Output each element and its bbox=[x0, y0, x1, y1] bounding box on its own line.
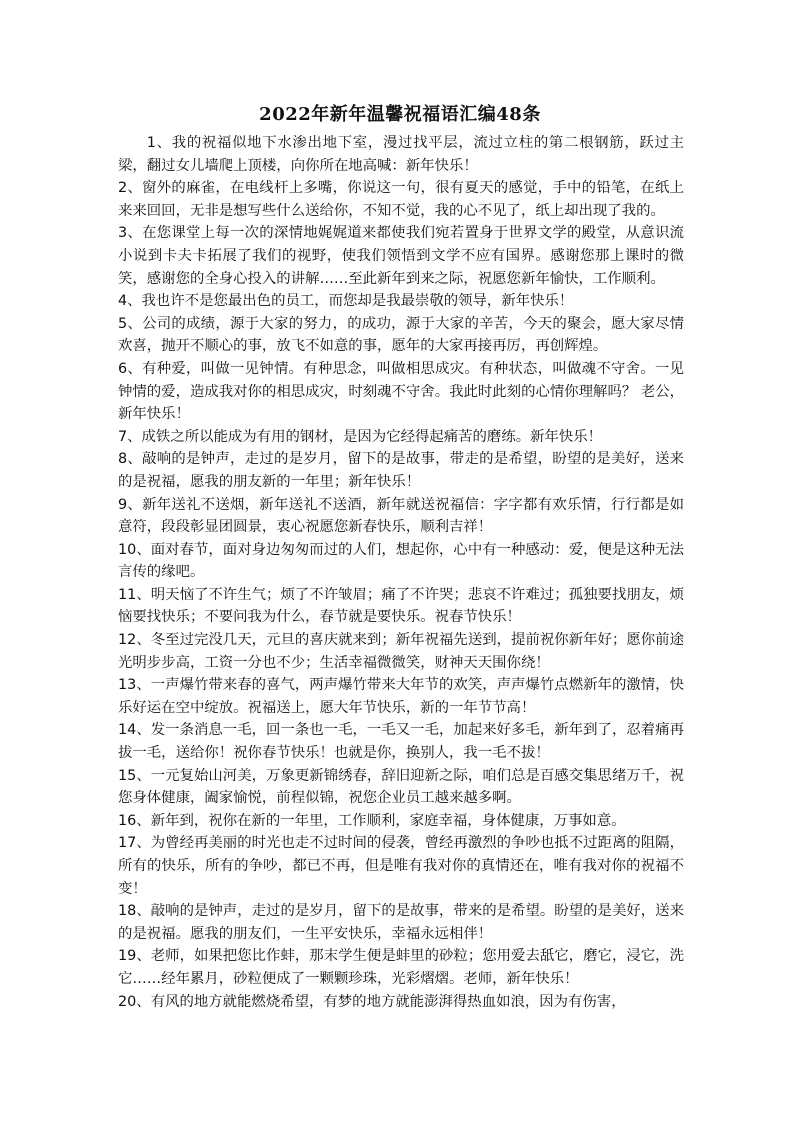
paragraph-2: 2、窗外的麻雀，在电线杆上多嘴，你说这一句，很有夏天的感觉，手中的铅笔，在纸上来来回回，无非是想写些什么送给你，不知不觉，我的心不见了，纸上却出现了我的。 bbox=[118, 180, 684, 219]
paragraph-8: 8、敲响的是钟声，走过的是岁月，留下的是故事，带走的是希望，盼望的是美好，送来的是祝福，愿我的朋友新的一年里；新年快乐！ bbox=[118, 451, 684, 490]
paragraph-7: 7、成铁之所以能成为有用的钢材，是因为它经得起痛苦的磨练。新年快乐！ bbox=[118, 428, 603, 445]
document-title: 2022年新年温馨祝福语汇编48条 bbox=[259, 104, 541, 125]
paragraph-15: 15、一元复始山河美，万象更新锦绣春，辞旧迎新之际，咱们总是百感交集思绪万千，祝您身体健康，阖家愉悦，前程似锦，祝您企业员工越来越多啊。 bbox=[118, 767, 684, 807]
document-body bbox=[118, 132, 684, 1013]
paragraph-19: 19、老师，如果把您比作蚌，那末学生便是蚌里的砂粒；您用爱去舐它，磨它，浸它，洗它……经年累月，砂粒便成了一颗颗珍珠，光彩熠熠。老师，新年快乐！ bbox=[118, 948, 684, 987]
paragraph-9: 9、新年送礼不送烟，新年送礼不送酒，新年就送祝福信：字字都有欢乐情，行行都是如意符，段段彰显团圆景，衷心祝愿您新春快乐，顺利吉祥！ bbox=[118, 496, 684, 536]
paragraph-17: 17、为曾经再美丽的时光也走不过时间的侵袭，曾经再激烈的争吵也抵不过距离的阻隔，所有的快乐，所有的争吵，都已不再，但是唯有我对你的真情还在，唯有我对你的祝福不变！ bbox=[118, 835, 684, 897]
paragraph-13: 13、一声爆竹带来春的喜气，两声爆竹带来大年节的欢笑，声声爆竹点燃新年的激情，快乐好运在空中绽放。祝福送上，愿大年节快乐，新的一年节节高！ bbox=[118, 677, 684, 716]
paragraph-18: 18、敲响的是钟声，走过的是岁月，留下的是故事，带来的是希望。盼望的是美好，送来的是祝福。愿我的朋友们，一生平安快乐，幸福永远相伴！ bbox=[118, 903, 684, 942]
paragraph-10: 10、面对春节，面对身边匆匆而过的人们，想起你，心中有一种感动：爱，便是这种无法言传的缘吧。 bbox=[118, 541, 684, 581]
paragraph-6: 6、有种爱，叫做一见钟情。有种思念，叫做相思成灾。有种状态，叫做魂不守舍。一见钟情的爱，造成我对你的相思成灾，时刻魂不守舍。我此时此刻的心情你理解吗？ 老公，新年快乐！ bbox=[118, 360, 684, 423]
paragraph-11: 11、明天恼了不许生气；烦了不许皱眉；痛了不许哭；悲哀不许难过；孤独要找朋友，烦恼要找快乐；不要问我为什么，春节就是要快乐。祝春节快乐！ bbox=[118, 586, 684, 626]
paragraph-5: 5、公司的成绩，源于大家的努力，的成功，源于大家的辛苦，今天的聚会，愿大家尽情欢喜，抛开不顺心的事，放飞不如意的事，愿年的大家再接再厉，再创辉煌。 bbox=[118, 315, 684, 355]
paragraph-16: 16、新年到，祝你在新的一年里，工作顺利，家庭幸福，身体健康，万事如意。 bbox=[118, 812, 626, 829]
paragraph-3: 3、在您课堂上每一次的深情地娓娓道来都使我们宛若置身于世界文学的殿堂，从意识流小说到卡夫卡拓展了我们的视野，使我们领悟到文学不应有国界。感谢您那上课时的微笑，感谢您的全身心投入的讲解……至此新年到来之际，祝愿您新年愉快，工作顺利。 bbox=[118, 225, 684, 287]
paragraph-20: 20、有风的地方就能燃烧希望，有梦的地方就能澎湃得热血如浪，因为有伤害， bbox=[118, 993, 626, 1010]
paragraph-1: 1、我的祝福似地下水渗出地下室，漫过找平层，流过立柱的第二根钢筋，跃过主梁，翻过女儿墙爬上顶楼，向你所在地高喊：新年快乐！ bbox=[118, 135, 684, 174]
paragraph-4: 4、我也许不是您最出色的员工，而您却是我最崇敬的领导，新年快乐！ bbox=[118, 293, 574, 310]
paragraph-14: 14、发一条消息一毛，回一条也一毛，一毛又一毛，加起来好多毛，新年到了，忍着痛再拔一毛，送给你！祝你春节快乐！也就是你，换别人，我一毛不拔！ bbox=[118, 722, 684, 762]
paragraph-12: 12、冬至过完没几天，元旦的喜庆就来到；新年祝福先送到，提前祝你新年好；愿你前途光明步步高，工资一分也不少；生活幸福微微笑，财神天天围你绕！ bbox=[118, 632, 684, 671]
